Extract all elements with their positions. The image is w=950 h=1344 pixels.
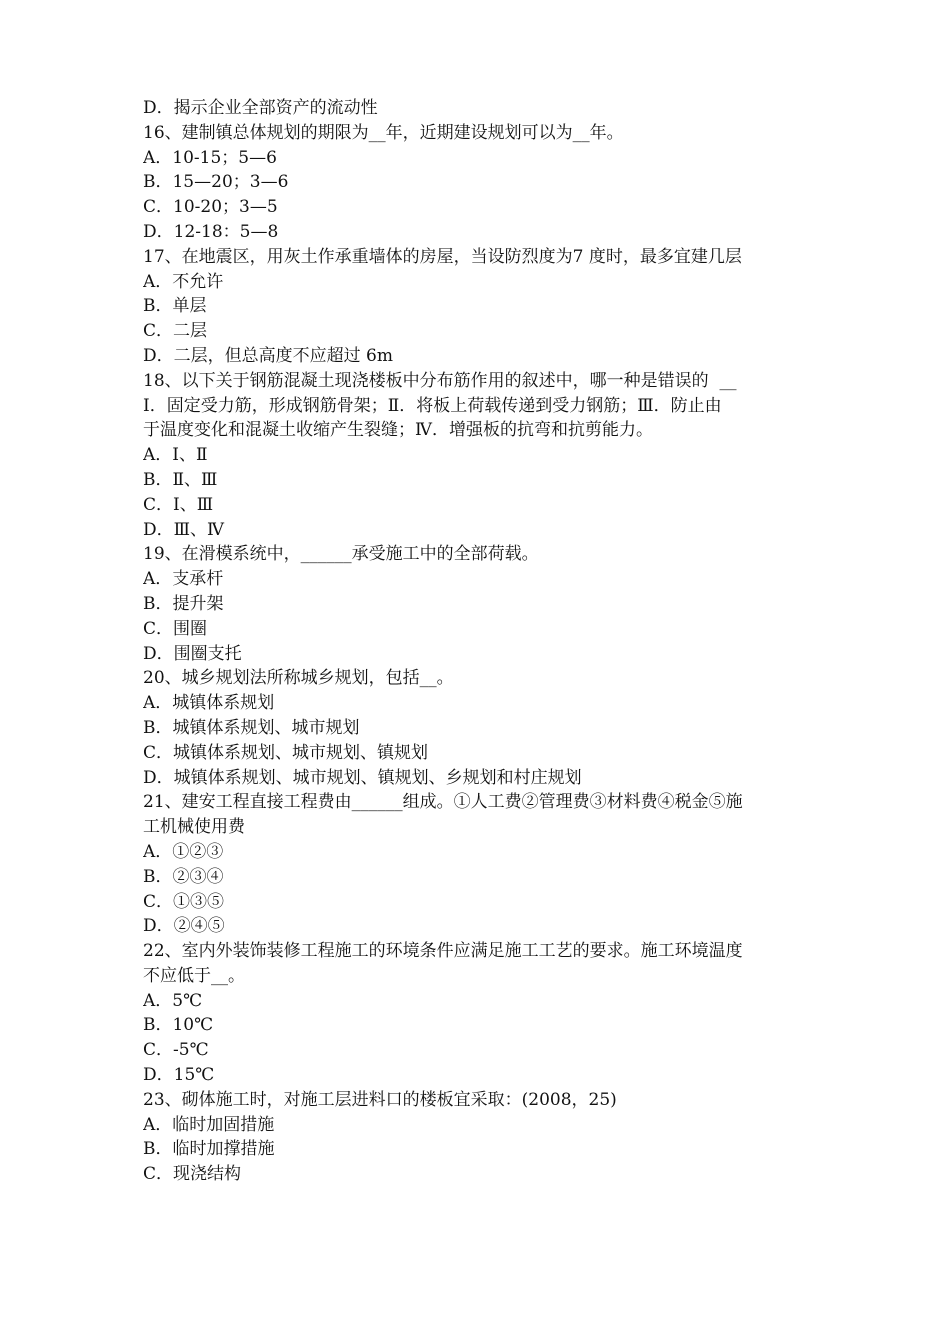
text-line: D．围圈支托 [143,643,242,664]
text-line: 不应低于__。 [143,965,245,986]
text-line: C．Ⅰ、Ⅲ [143,494,214,515]
text-line: A．10-15；5—6 [143,147,277,168]
text-line: C．二层 [143,321,208,342]
text-line: B．提升架 [143,593,224,614]
text-line: 20、城乡规划法所称城乡规划，包括__。 [143,668,454,689]
text-line: B．10℃ [143,1015,214,1036]
text-line: B．②③④ [143,866,224,887]
text-line: 16、建制镇总体规划的期限为__年，近期建设规划可以为__年。 [143,122,624,143]
text-line: B．城镇体系规划、城市规划 [143,717,360,738]
text-line: D．二层，但总高度不应超过 6m [143,345,393,366]
text-line: D．②④⑤ [143,916,225,937]
text-line: A．5℃ [143,990,203,1011]
text-line: D．Ⅲ、Ⅳ [143,519,225,540]
text-line: D．15℃ [143,1065,215,1086]
text-line: 18、以下关于钢筋混凝土现浇楼板中分布筋作用的叙述中，哪一种是错误的 __ [143,370,737,391]
text-line: 于温度变化和混凝土收缩产生裂缝；Ⅳ．增强板的抗弯和抗剪能力。 [143,420,653,441]
text-line: A．Ⅰ、Ⅱ [143,445,208,466]
text-line: C．围圈 [143,618,208,639]
text-line: C．10-20；3—5 [143,197,278,218]
text-line: 17、在地震区，用灰土作承重墙体的房屋，当设防烈度为7 度时，最多宜建几层 [143,246,742,267]
text-line: D．城镇体系规划、城市规划、镇规划、乡规划和村庄规划 [143,767,582,788]
text-line: A．不允许 [143,271,224,292]
text-line: A．城镇体系规划 [143,693,275,714]
text-line: C．城镇体系规划、城市规划、镇规划 [143,742,429,763]
text-line: B．临时加撑措施 [143,1139,275,1160]
text-line: 工机械使用费 [143,817,245,838]
text-line: D．揭示企业全部资产的流动性 [143,98,378,118]
text-line: B．Ⅱ、Ⅲ [143,469,218,490]
text-line: 22、室内外装饰装修工程施工的环境条件应满足施工工艺的要求。施工环境温度 [143,941,743,962]
text-line: A．①②③ [143,841,224,862]
text-line: B．单层 [143,296,207,317]
text-line: Ⅰ．固定受力筋，形成钢筋骨架；Ⅱ．将板上荷载传递到受力钢筋；Ⅲ．防止由 [143,395,722,416]
text-line: A．支承杆 [143,569,224,590]
text-line: 21、建安工程直接工程费由______组成。①人工费②管理费③材料费④税金⑤施 [143,792,743,813]
text-line: C．-5℃ [143,1040,209,1061]
text-line: C．现浇结构 [143,1164,242,1185]
document-body [143,96,811,1187]
text-line: 19、在滑模系统中，______承受施工中的全部荷载。 [143,544,539,565]
text-line: D．12-18：5—8 [143,221,279,242]
text-line: 23、砌体施工时，对施工层进料口的楼板宜采取：(2008，25) [143,1089,617,1110]
text-line: A．临时加固措施 [143,1114,275,1135]
text-line: C．①③⑤ [143,891,225,912]
text-line: B．15—20；3—6 [143,172,289,193]
